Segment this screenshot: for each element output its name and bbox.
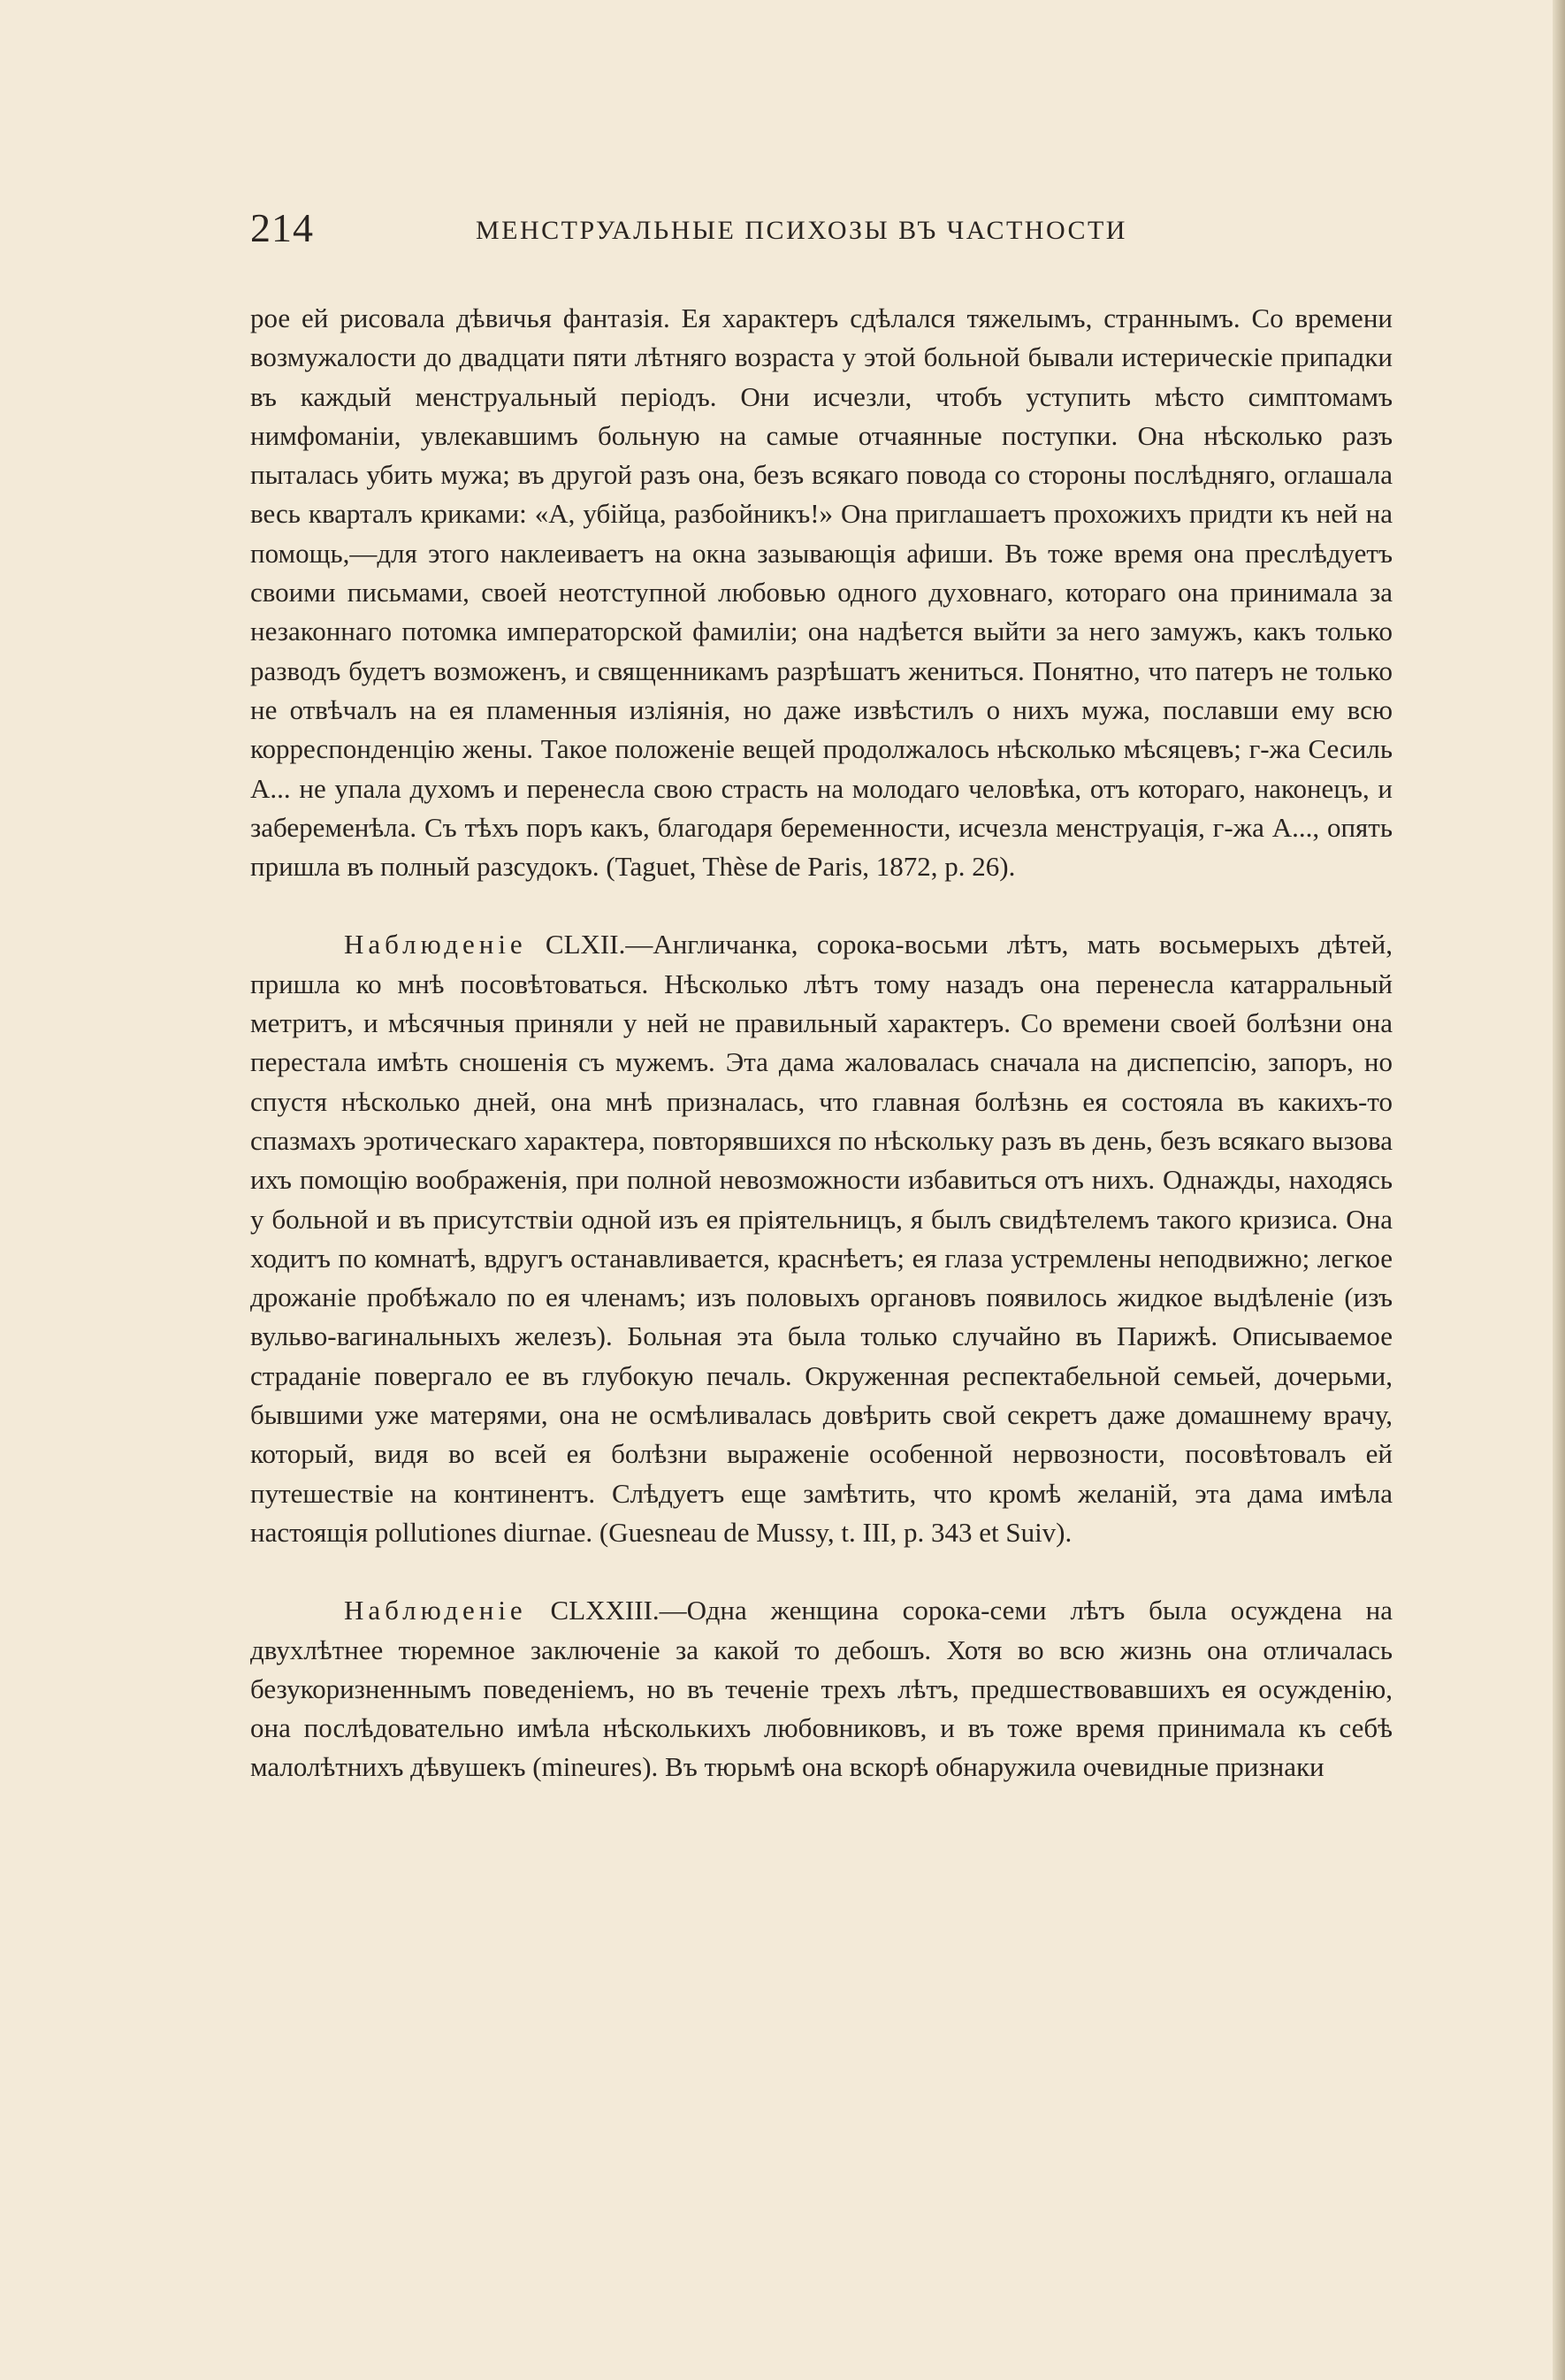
observation-173 xyxy=(250,1591,1393,1787)
paragraph-text: CLXXIII.—Одна женщина сорока-семи лѣтъ была осуждена на двухлѣтнее тюремное заключеніе за какой то дебошъ. Хотя во всю жизнь она отличалась безукоризненнымъ поведеніемъ, но въ теченіе трехъ лѣтъ, предшествовавшихъ ея осужденію, она послѣдовательно имѣла нѣсколькихъ любовниковъ, и въ тоже время принимала къ себѣ малолѣтнихъ дѣвушекъ (mineures). Въ тюрьмѣ она вскорѣ обнаружила очевидные признаки xyxy=(250,1595,1393,1783)
observation-label: Наблюденіе xyxy=(344,929,527,960)
observation-label: Наблюденіе xyxy=(344,1595,527,1626)
page-header xyxy=(250,202,1179,255)
page-number: 214 xyxy=(250,205,314,250)
body-text xyxy=(250,299,1393,1787)
running-title: МЕНСТРУАЛЬНЫЕ ПСИХОЗЫ ВЪ ЧАСТНОСТИ xyxy=(476,216,1127,245)
paragraph-continuation xyxy=(250,299,1393,886)
paragraph-text: CLXII.—Англичанка, сорока-восьми лѣтъ, мать восьмерыхъ дѣтей, пришла ко мнѣ посовѣтоваться. Нѣсколько лѣтъ тому назадъ она перенесла катарральный метритъ, и мѣсячныя приняли у ней не правильный характеръ. Со времени своей болѣзни она перестала имѣть сношенія съ мужемъ. Эта дама жаловалась сначала на диспепсію, запоръ, но спустя нѣсколько дней, она мнѣ призналась, что главная болѣзнь ея состояла въ какихъ-то спазмахъ эротическаго характера, повторявшихся по нѣскольку разъ въ день, безъ всякаго вызова ихъ помощію воображенія, при полной невозможности избавиться отъ нихъ. Однажды, находясь у больной и въ присутствіи одной изъ ея пріятельницъ, я былъ свидѣтелемъ такого кризиса. Она ходитъ по комнатѣ, вдругъ останавливается, краснѣетъ; ея глаза устремлены неподвижно; легкое дрожаніе пробѣжало по ея членамъ; изъ половыхъ органовъ появилось жидкое выдѣленіе (изъ вульво-вагинальныхъ железъ). Больная эта была только случайно въ Парижѣ. Описываемое страданіе повергало ее въ глубокую печаль. Окруженная респектабельной семьей, дочерьми, бывшими уже матерями, она не осмѣливалась довѣрить свой секретъ даже домашнему врачу, который, видя во всей ея болѣзни выраженіе особенной нервозности, посовѣтовалъ ей путешествіе на континентъ. Слѣдуетъ еще замѣтить, что кромѣ желаній, эта дама имѣла настоящія pollutiones diurnae. (Guesneau de Mussy, t. III, p. 343 et Suiv). xyxy=(250,929,1393,1548)
observation-162 xyxy=(250,925,1393,1552)
paragraph-text: рое ей рисовала дѣвичья фантазія. Ея характеръ сдѣлался тяжелымъ, страннымъ. Со времени возмужалости до двадцати пяти лѣтняго возраста у этой больной бывали истерическіе припадки въ каждый менструальный періодъ. Они исчезли, чтобъ уступить мѣсто симптомамъ нимфоманіи, увлекавшимъ больную на самые отчаянные поступки. Она нѣсколько разъ пыталась убить мужа; въ другой разъ она, безъ всякаго повода со стороны послѣдняго, оглашала весь кварталъ криками: «А, убійца, разбойникъ!» Она приглашаетъ прохожихъ придти къ ней на помощь,—для этого наклеиваетъ на окна зазывающія афиши. Въ тоже время она преслѣдуетъ своими письмами, своей неотступной любовью одного духовнаго, котораго она принимала за незаконнаго потомка императорской фамиліи; она надѣется выйти за него замужъ, какъ только разводъ будетъ возможенъ, и священникамъ разрѣшатъ жениться. Понятно, что патеръ не только не отвѣчалъ на ея пламенныя изліянія, но даже извѣстилъ о нихъ мужа, пославши ему всю корреспонденцію жены. Такое положеніе вещей продолжалось нѣсколько мѣсяцевъ; г-жа Сесиль А... не упала духомъ и перенесла свою страсть на молодаго человѣка, отъ котораго, наконецъ, и забеременѣла. Съ тѣхъ поръ какъ, благодаря беременности, исчезла менструація, г-жа А..., опять пришла въ полный разсудокъ. (Taguet, Thèse de Paris, 1872, p. 26). xyxy=(250,302,1393,883)
page-edge-shadow xyxy=(1553,0,1565,2380)
